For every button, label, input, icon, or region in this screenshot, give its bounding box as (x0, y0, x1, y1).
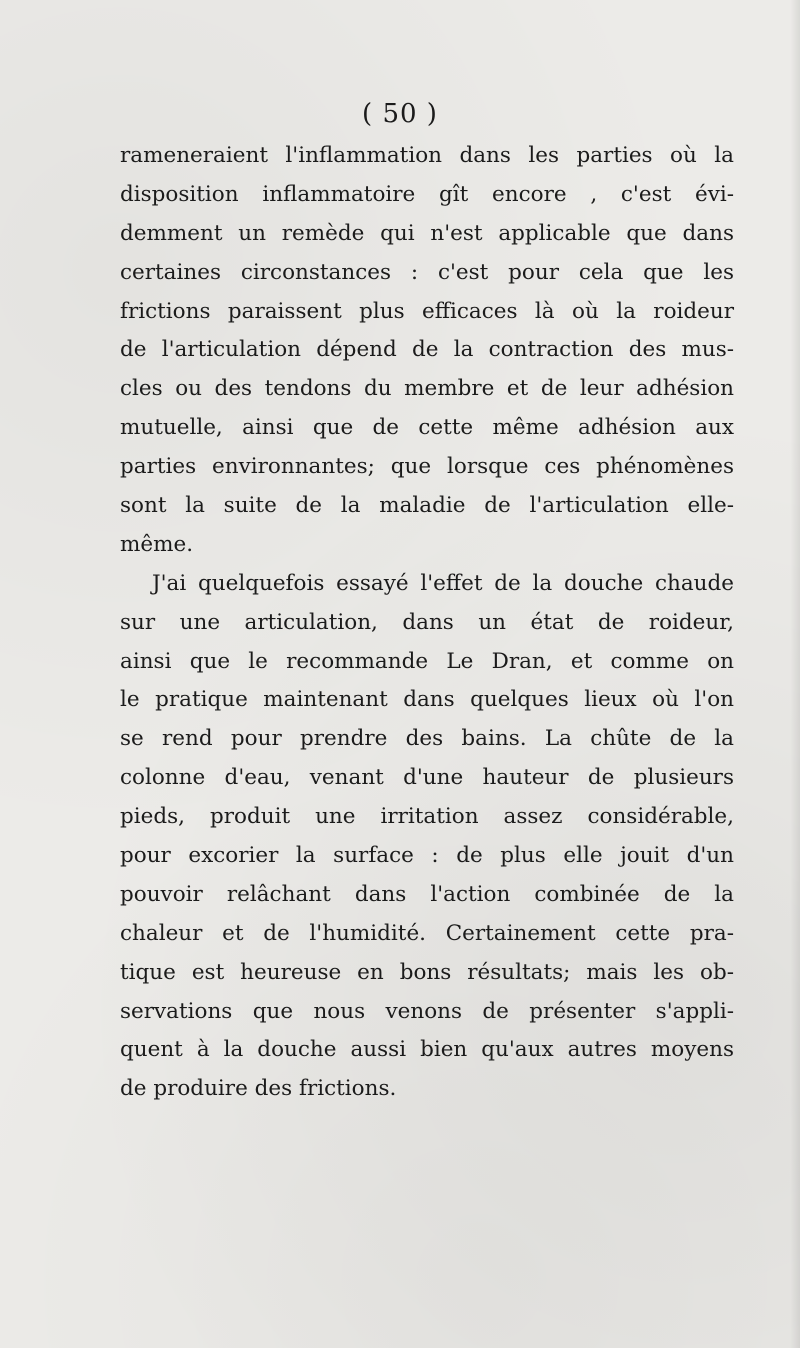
text-line: pouvoir relâchant dans l'action combinée de la (120, 881, 734, 907)
text-line: mutuelle, ainsi que de cette même adhésion aux (120, 415, 734, 441)
paragraph-end-line: même. (120, 531, 194, 557)
text-line: parties environnantes; que lorsque ces phénomènes (120, 454, 734, 480)
page-edge-shadow (790, 0, 800, 1348)
text-line: le pratique maintenant dans quelques lieux où l'on (120, 687, 734, 713)
text-line: frictions paraissent plus efficaces là où la roideur (120, 298, 734, 324)
text-line: sur une articulation, dans un état de roideur, (120, 609, 734, 635)
text-line: colonne d'eau, venant d'une hauteur de plusieurs (120, 765, 734, 791)
text-line: servations que nous venons de présenter s'appli- (120, 998, 734, 1024)
text-line: se rend pour prendre des bains. La chûte de la (120, 726, 734, 752)
text-line: de l'articulation dépend de la contraction des mus- (120, 337, 734, 363)
page-number: ( 50 ) (362, 99, 438, 129)
text-line: sont la suite de la maladie de l'articulation elle- (120, 493, 734, 519)
text-line: quent à la douche aussi bien qu'aux autres moyens (120, 1037, 734, 1063)
text-line: tique est heureuse en bons résultats; mais les ob- (120, 959, 734, 985)
text-line: chaleur et de l'humidité. Certainement cette pra- (120, 920, 734, 946)
text-line: cles ou des tendons du membre et de leur adhésion (120, 376, 734, 402)
text-line: pour excorier la surface : de plus elle jouit d'un (120, 843, 734, 869)
text-line: certaines circonstances : c'est pour cela que les (120, 259, 734, 285)
text-line: demment un remède qui n'est applicable que dans (120, 220, 734, 246)
text-line: ainsi que le recommande Le Dran, et comme on (120, 648, 734, 674)
body-text (120, 137, 734, 1109)
paragraph-end-line: de produire des frictions. (120, 1076, 397, 1102)
paragraph-start-line: J'ai quelquefois essayé l'effet de la douche chaude (152, 570, 734, 596)
text-line: pieds, produit une irritation assez considérable, (120, 804, 734, 830)
text-line: disposition inflammatoire gît encore , c'est évi- (120, 181, 734, 207)
text-line: rameneraient l'inflammation dans les parties où la (120, 143, 734, 168)
